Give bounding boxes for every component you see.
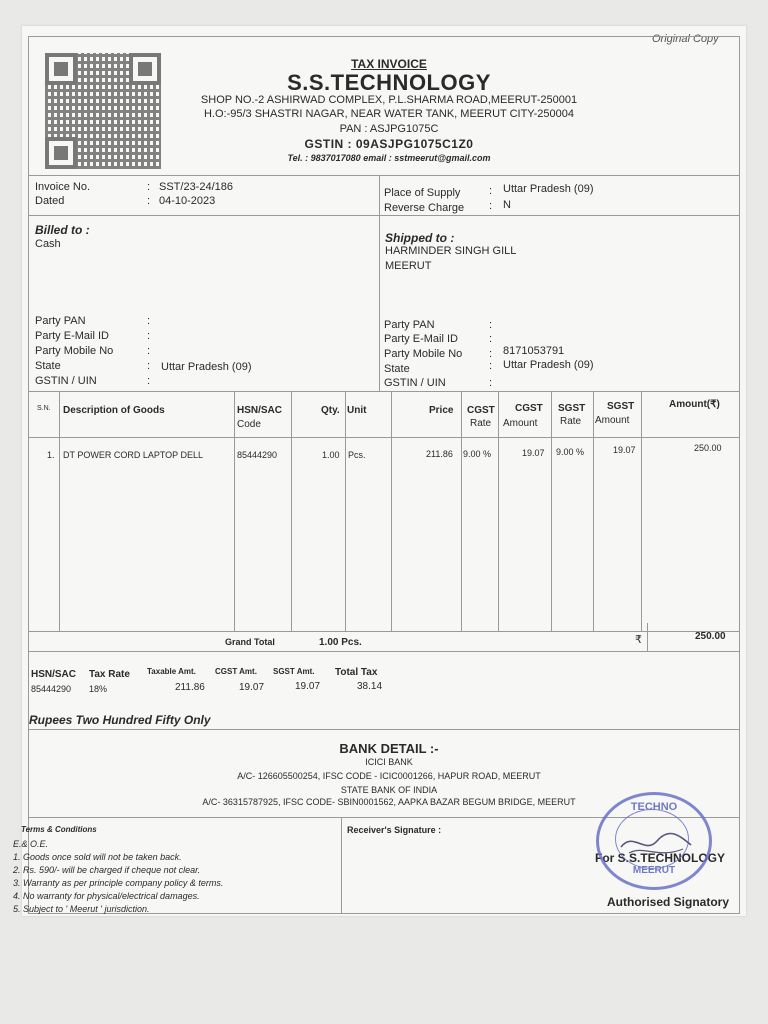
amount-in-words: Rupees Two Hundred Fifty Only (29, 713, 211, 727)
billed-mobile-label: Party Mobile No (35, 345, 114, 357)
shipped-state-label: State (384, 363, 410, 375)
tax-hdr-total: Total Tax (335, 667, 378, 678)
col-cgst-rate-2: Rate (470, 418, 492, 429)
tax-row-taxable: 211.86 (175, 682, 205, 693)
tax-row-total: 38.14 (357, 681, 383, 692)
tax-row-hsn: 85444290 (31, 684, 72, 694)
item-cgst-amt: 19.07 (522, 448, 545, 458)
item-sgst-amt: 19.07 (613, 445, 636, 455)
terms-title: Terms & Conditions (21, 825, 97, 834)
shipped-to-name: HARMINDER SINGH GILL (385, 245, 517, 257)
dated-label: Dated (35, 195, 65, 207)
item-sgst-rate: 9.00 % (556, 447, 585, 457)
bank-2-name: STATE BANK OF INDIA (340, 785, 438, 795)
shipped-gstin-label: GSTIN / UIN (384, 377, 446, 389)
billed-state: Uttar Pradesh (09) (161, 361, 252, 373)
bank-1-name: ICICI BANK (365, 757, 413, 767)
shipped-state: Uttar Pradesh (09) (503, 359, 594, 371)
company-stamp (596, 792, 712, 890)
company-gstin: GSTIN : 09ASJPG1075C1Z0 (304, 137, 474, 151)
doc-title: TAX INVOICE (351, 57, 427, 71)
company-address-2: H.O:-95/3 SHASTRI NAGAR, NEAR WATER TANK, MEERUT CITY-250004 (203, 108, 575, 120)
item-unit: Pcs. (348, 450, 366, 460)
tax-hdr-hsn: HSN/SAC (31, 669, 77, 680)
company-name: S.S.TECHNOLOGY (287, 70, 491, 95)
stamp-bottom-text: MEERUT (632, 865, 676, 876)
signature-mark (599, 795, 709, 887)
col-qty: Qty. (321, 405, 340, 416)
shipped-email-label: Party E-Mail ID (384, 333, 458, 345)
item-amount: 250.00 (694, 443, 722, 453)
stamp-top-text: TECHNO (630, 801, 678, 813)
grand-total-amount: 250.00 (695, 631, 726, 642)
copy-label: Original Copy (652, 33, 719, 45)
shipped-pan-label: Party PAN (384, 319, 435, 331)
billed-to-name: Cash (35, 238, 61, 250)
shipped-mobile: 8171053791 (503, 345, 565, 357)
for-company: For S.S.TECHNOLOGY (595, 851, 726, 865)
tax-hdr-cgst: CGST Amt. (215, 667, 257, 676)
shipped-to-heading: Shipped to : (385, 231, 455, 245)
col-sgst-amt-2: Amount (595, 415, 630, 426)
billed-to-heading: Billed to : (35, 223, 90, 237)
terms-line: E.& O.E. (13, 839, 49, 849)
col-desc: Description of Goods (63, 405, 165, 416)
bank-1-account: A/C- 126605500254, IFSC CODE - ICIC0001266, HAPUR ROAD, MEERUT (237, 771, 541, 781)
place-of-supply: Uttar Pradesh (09) (503, 183, 594, 195)
qr-code (45, 53, 161, 169)
col-hsn-code: Code (237, 419, 261, 430)
tax-row-cgst: 19.07 (239, 682, 265, 693)
item-hsn: 85444290 (237, 450, 278, 460)
invoice-no: SST/23-24/186 (159, 181, 233, 193)
billed-pan-label: Party PAN (35, 315, 86, 327)
col-sgst-rate: SGST (558, 403, 586, 414)
col-sgst-rate-2: Rate (560, 416, 582, 427)
receiver-signature-label: Receiver's Signature : (347, 825, 442, 835)
col-unit: Unit (347, 405, 367, 416)
item-price: 211.86 (426, 449, 453, 459)
billed-email-label: Party E-Mail ID (35, 330, 109, 342)
item-desc: DT POWER CORD LAPTOP DELL (63, 450, 204, 460)
item-qty: 1.00 (322, 450, 340, 460)
item-sn: 1. (47, 450, 55, 460)
terms-line: 2. Rs. 590/- will be charged if cheque not clear. (13, 865, 201, 875)
col-sn: S.N. (37, 405, 51, 412)
company-contact: Tel. : 9837017080 email : sstmeerut@gmail.com (287, 153, 491, 163)
tax-row-rate: 18% (89, 684, 108, 694)
col-amount: Amount(₹) (669, 399, 720, 410)
col-cgst-amt-2: Amount (503, 418, 538, 429)
bank-2-account: A/C- 36315787925, IFSC CODE- SBIN0001562, AAPKA BAZAR BEGUM BRIDGE, MEERUT (202, 797, 576, 807)
invoice-frame: TAX INVOICE S.S.TECHNOLOGY SHOP NO.-2 ASHIRWAD COMPLEX, P.L.SHARMA ROAD,MEERUT-250001 H.O:-95/3 SHASTRI NAGAR, NEAR WATER TANK, MEERUT CITY-250004 PAN : ASJPG1075C GSTIN : 09ASJPG1075C1Z0 Tel. : 9837017080 email : sstmeerut@gmail.com Invoice No. : SST/23-24/186 Dated : 04-10-2023 Place of Supply : Uttar Pradesh (09) Reverse Charge : N Billed to : Cash Party PAN : Party E-Mail ID : Party Mobile No : State : Uttar Pradesh (09) GSTIN / UIN : Shipped to : HARMINDER SINGH GILL MEERUT Party PAN : Party E-Mail ID : Party Mobile No : 8171053791 State : Uttar Pradesh (09) GSTIN / UIN : S.N. Description of Goods HSN/SAC Code Qty. Unit Price CGST Rate CGST Amount SGST Rate SGST Amount Amount(₹) 1. DT POWER CORD LAPTOP DELL 85444290 1.00 Pcs. 211.86 9.00 % 19.07 9.00 % 19.07 250.00 Grand Total 1.00 Pcs. ₹ 250.00 HSN/SAC Tax Rate Taxable Amt. CGST Amt. SGST Amt. Total Tax 85444290 18% 211.86 19.07 19.07 38.14 Rupees Two Hundred Fifty Only BANK DETAIL :- ICICI BANK A/C- 126605500254, IFSC CODE - ICIC0001266, HAPUR ROAD, MEERUT STATE BANK OF INDIA A/C- 36315787925, IFSC CODE- SBIN0001562, AAPKA BAZAR BEGUM BRIDGE, MEERUT Terms & Conditions E.& O.E. 1. Goods once sold will not be taken back. 2. Rs. 590/- will be charged if cheque not clear. 3. Warranty as per principle company policy & terms. 4. No warranty for physical/electrical damages. 5. Subject to ' Meerut ' jurisdiction. Receiver's Signature : For S.S.TECHNOLOGY Authorised Signatory (28, 36, 740, 914)
terms-line: 3. Warranty as per principle company policy & terms. (13, 878, 224, 888)
col-price: Price (429, 405, 454, 416)
terms-line: 4. No warranty for physical/electrical damages. (13, 891, 200, 901)
reverse-charge: N (503, 199, 511, 211)
billed-state-label: State (35, 360, 61, 372)
col-cgst-rate: CGST (467, 405, 495, 416)
col-sgst-amt: SGST (607, 401, 635, 412)
authorised-signatory: Authorised Signatory (607, 895, 730, 909)
item-cgst-rate: 9.00 % (463, 449, 492, 459)
grand-total-label: Grand Total (225, 637, 275, 647)
place-of-supply-label: Place of Supply (384, 187, 461, 199)
currency-symbol: ₹ (635, 634, 642, 646)
col-cgst-amt: CGST (515, 403, 543, 414)
invoice-no-label: Invoice No. (35, 181, 91, 193)
col-hsn: HSN/SAC (237, 405, 283, 416)
terms-line: 1. Goods once sold will not be taken back. (13, 852, 182, 862)
shipped-to-city: MEERUT (385, 260, 432, 272)
shipped-mobile-label: Party Mobile No (384, 348, 463, 360)
tax-hdr-taxable: Taxable Amt. (147, 667, 196, 676)
tax-hdr-sgst: SGST Amt. (273, 667, 315, 676)
bank-title: BANK DETAIL :- (339, 741, 439, 756)
grand-total-qty: 1.00 Pcs. (319, 637, 362, 648)
terms-line: 5. Subject to ' Meerut ' jurisdiction. (13, 904, 150, 914)
company-pan: PAN : ASJPG1075C (339, 123, 439, 135)
company-address-1: SHOP NO.-2 ASHIRWAD COMPLEX, P.L.SHARMA ROAD,MEERUT-250001 (200, 94, 578, 106)
reverse-charge-label: Reverse Charge (384, 202, 465, 214)
tax-row-sgst: 19.07 (295, 681, 321, 692)
billed-gstin-label: GSTIN / UIN (35, 375, 97, 387)
invoice-date: 04-10-2023 (159, 195, 216, 207)
tax-hdr-rate: Tax Rate (89, 669, 130, 680)
